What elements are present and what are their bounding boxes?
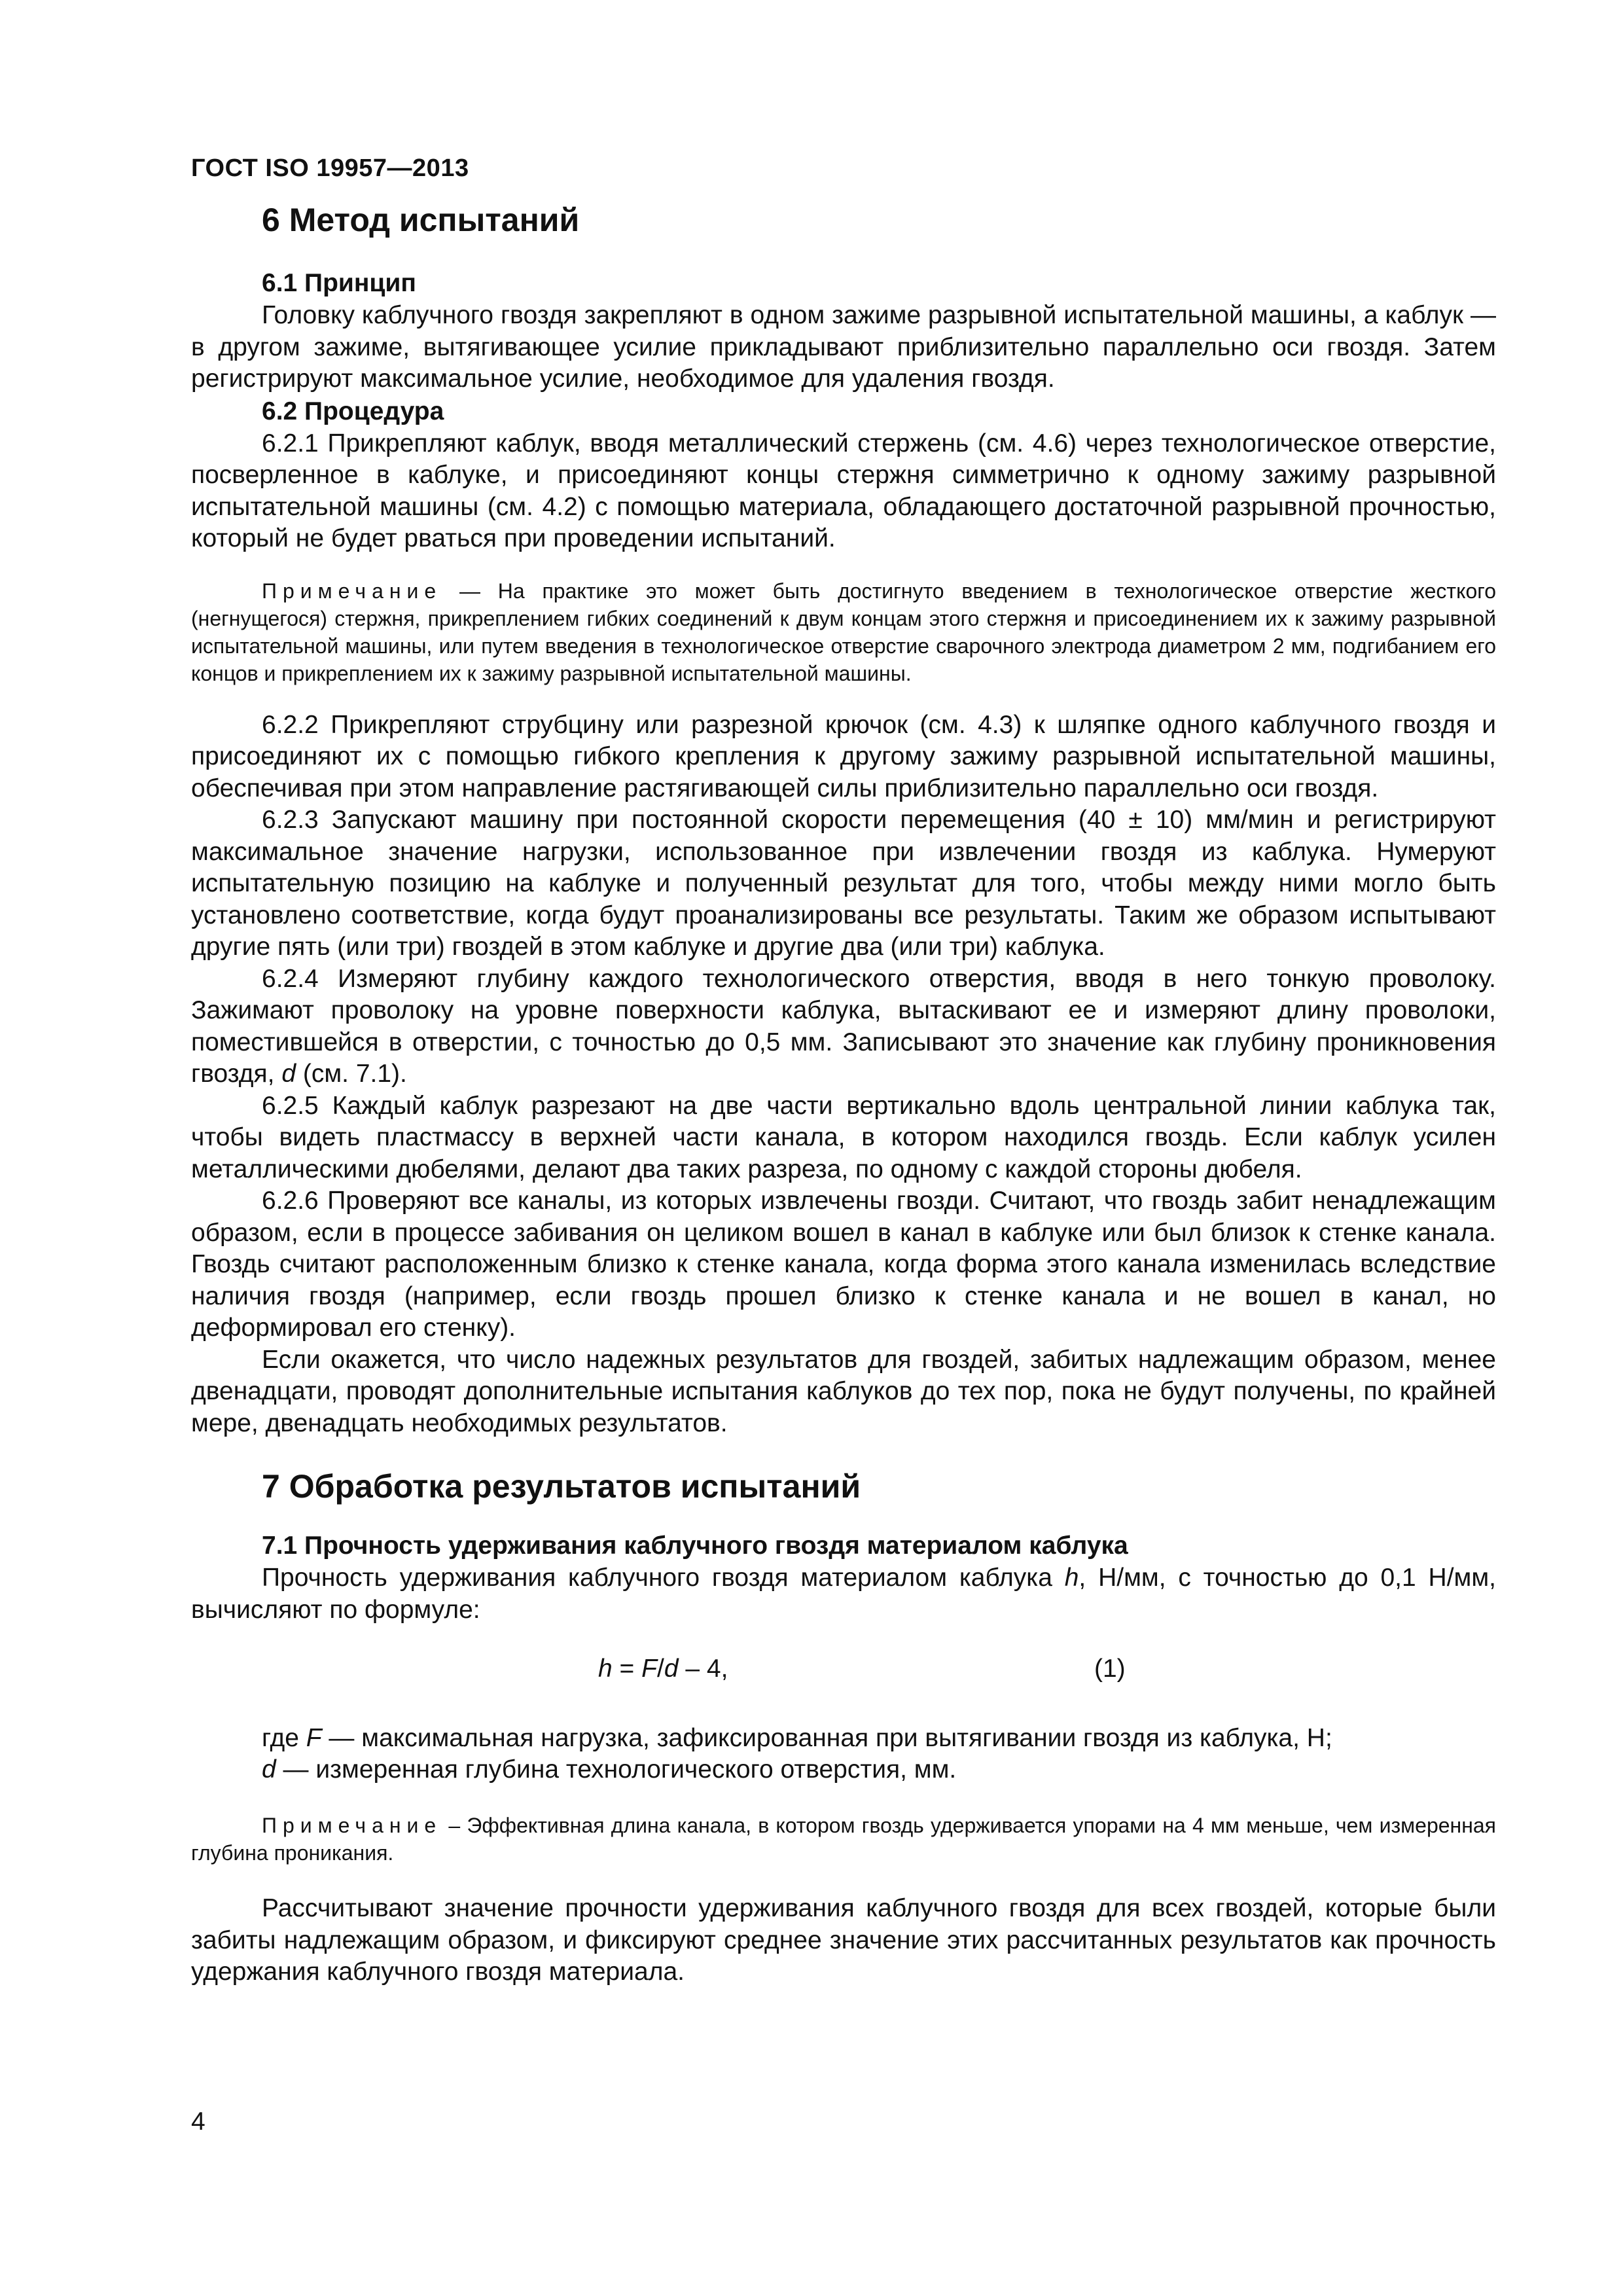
formula-var-f: F	[641, 1655, 657, 1683]
formula-slash: /	[656, 1655, 664, 1683]
paragraph-text: Прочность удерживания каблучного гвоздя материалом каблука	[262, 1564, 1065, 1592]
subsection-6-2-title: 6.2 Процедура	[262, 397, 444, 425]
note-label: Примечание	[262, 1814, 442, 1837]
document-code: ГОСТ ISO 19957—2013	[191, 154, 469, 182]
paragraph-6-2-2: 6.2.2 Прикрепляют струбцину или разрезной крючок (см. 4.3) к шляпке одного каблучного гвоздя и присоединяют их с помощью гибкого крепления к другому зажиму разрывной испытательной машины, обеспечивая при этом направление растягивающей силы приблизительно параллельно оси гвоздя.	[191, 710, 1496, 802]
variable-h: h	[1064, 1564, 1079, 1592]
paragraph-7-1	[191, 1562, 1496, 1626]
note-text: — На практике это может быть достигнуто введением в технологическое отверстие жесткого (негнущегося) стержня, прикреплением гибких соединений к двум концам этого стержня и присоединением их к зажиму разрывной испытательной машины, или путем введения в технологическое отверстие сварочного электрода диаметром 2 мм, подгибанием его концов и прикреплением их к зажиму разрывной испытательной машины.	[191, 579, 1496, 685]
variable-d: d	[281, 1060, 296, 1088]
document-content	[191, 196, 1496, 1988]
legend-text-f: — максимальная нагрузка, зафиксированная при вытягивании гвоздя из каблука, Н;	[321, 1724, 1332, 1752]
formula-var-h: h	[598, 1655, 613, 1683]
subsection-7-1-title: 7.1 Прочность удерживания каблучного гвоздя материалом каблука	[262, 1532, 1128, 1560]
paragraph-6-2-6-continued: Если окажется, что число надежных результатов для гвоздей, забитых надлежащим образом, менее двенадцати, проводят дополнительные испытания каблуков до тех пор, пока не будут получены, по крайней мере, двенадцать необходимых результатов.	[191, 1345, 1496, 1437]
paragraph-6-1: Головку каблучного гвоздя закрепляют в одном зажиме разрывной испытательной машины, а каблук — в другом зажиме, вытягивающее усилие прикладывают приблизительно параллельно оси гвоздя. Затем регистрируют максимальное усилие, необходимое для удаления гвоздя.	[191, 301, 1496, 393]
formula-tail: – 4,	[678, 1655, 728, 1683]
paragraph-6-2-6: 6.2.6 Проверяют все каналы, из которых извлечены гвозди. Считают, что гвоздь забит ненадлежащим образом, если в процессе забивания он целиком вошел в канал в каблуке или был близок к стенке канала. Гвоздь считают расположенным близко к стенке канала, когда форма этого канала изменилась вследствие наличия гвоздя (например, если гвоздь прошел близко к стенке канала и не вошел в канал, но деформировал его стенку).	[191, 1187, 1496, 1342]
section-6-title: 6 Метод испытаний	[262, 202, 580, 238]
note-2	[191, 1812, 1496, 1867]
where-word: где	[262, 1724, 306, 1752]
formula-var-d: d	[664, 1655, 679, 1683]
formula-1	[191, 1655, 1496, 1694]
legend-d	[262, 1754, 1496, 1785]
paragraph-6-2-1: 6.2.1 Прикрепляют каблук, вводя металлический стержень (см. 4.6) через технологическое отверстие, посверленное в каблуке, и присоединяют концы стержня симметрично к одному зажиму разрывной испытательной машины (см. 4.2) с помощью материала, обладающего достаточной разрывной прочностью, который не будет рваться при проведении испытаний.	[191, 429, 1496, 552]
note-text: – Эффективная длина канала, в котором гвоздь удерживается упорами на 4 мм меньше, чем измеренная глубина проникания.	[191, 1814, 1496, 1865]
legend-f	[262, 1723, 1496, 1754]
legend-var-f: F	[306, 1724, 322, 1752]
section-7-title: 7 Обработка результатов испытаний	[262, 1468, 861, 1505]
paragraph-final: Рассчитывают значение прочности удерживания каблучного гвоздя для всех гвоздей, которые были забиты надлежащим образом, и фиксируют среднее значение этих рассчитанных результатов как прочность удержания каблучного гвоздя материала.	[191, 1894, 1496, 1986]
note-1	[191, 577, 1496, 687]
formula-expression	[598, 1655, 728, 1683]
formula-equals: =	[612, 1655, 642, 1683]
page-number: 4	[191, 2108, 205, 2136]
subsection-6-1-title: 6.1 Принцип	[262, 269, 416, 297]
paragraph-6-2-5: 6.2.5 Каждый каблук разрезают на две части вертикально вдоль центральной линии каблука так, чтобы видеть пластмассу в верхней части канала, в котором находился гвоздь. Если каблук усилен металлическими дюбелями, делают два таких разреза, по одному с каждой стороны дюбеля.	[191, 1091, 1496, 1183]
paragraph-text: , Н/мм, с точностью до 0,1 Н/мм, вычисляют по формуле:	[191, 1564, 1496, 1624]
paragraph-6-2-3: 6.2.3 Запускают машину при постоянной скорости перемещения (40 ± 10) мм/мин и регистрируют максимальное значение нагрузки, использованное при извлечении гвоздя из каблука. Нумеруют испытательную позицию на каблуке и полученный результат для того, чтобы между ними могло быть установлено соответствие, когда будут проанализированы все результаты. Таким же образом испытывают другие пять (или три) гвоздей в этом каблуке и другие два (или три) каблука.	[191, 806, 1496, 961]
legend-var-d: d	[262, 1755, 276, 1784]
formula-number: (1)	[1094, 1655, 1126, 1683]
note-label: Примечание	[262, 579, 442, 603]
paragraph-text: (см. 7.1).	[296, 1060, 407, 1088]
legend-text-d: — измеренная глубина технологического отверстия, мм.	[276, 1755, 957, 1784]
paragraph-text: 6.2.4 Измеряют глубину каждого технологического отверстия, вводя в него тонкую проволоку. Зажимают проволоку на уровне поверхности каблука, вытаскивают ее и измеряют длину проволоки, поместившейся в отверстии, с точностью до 0,5 мм. Записывают это значение как глубину проникновения гвоздя,	[191, 964, 1496, 1088]
paragraph-6-2-4	[191, 963, 1496, 1090]
